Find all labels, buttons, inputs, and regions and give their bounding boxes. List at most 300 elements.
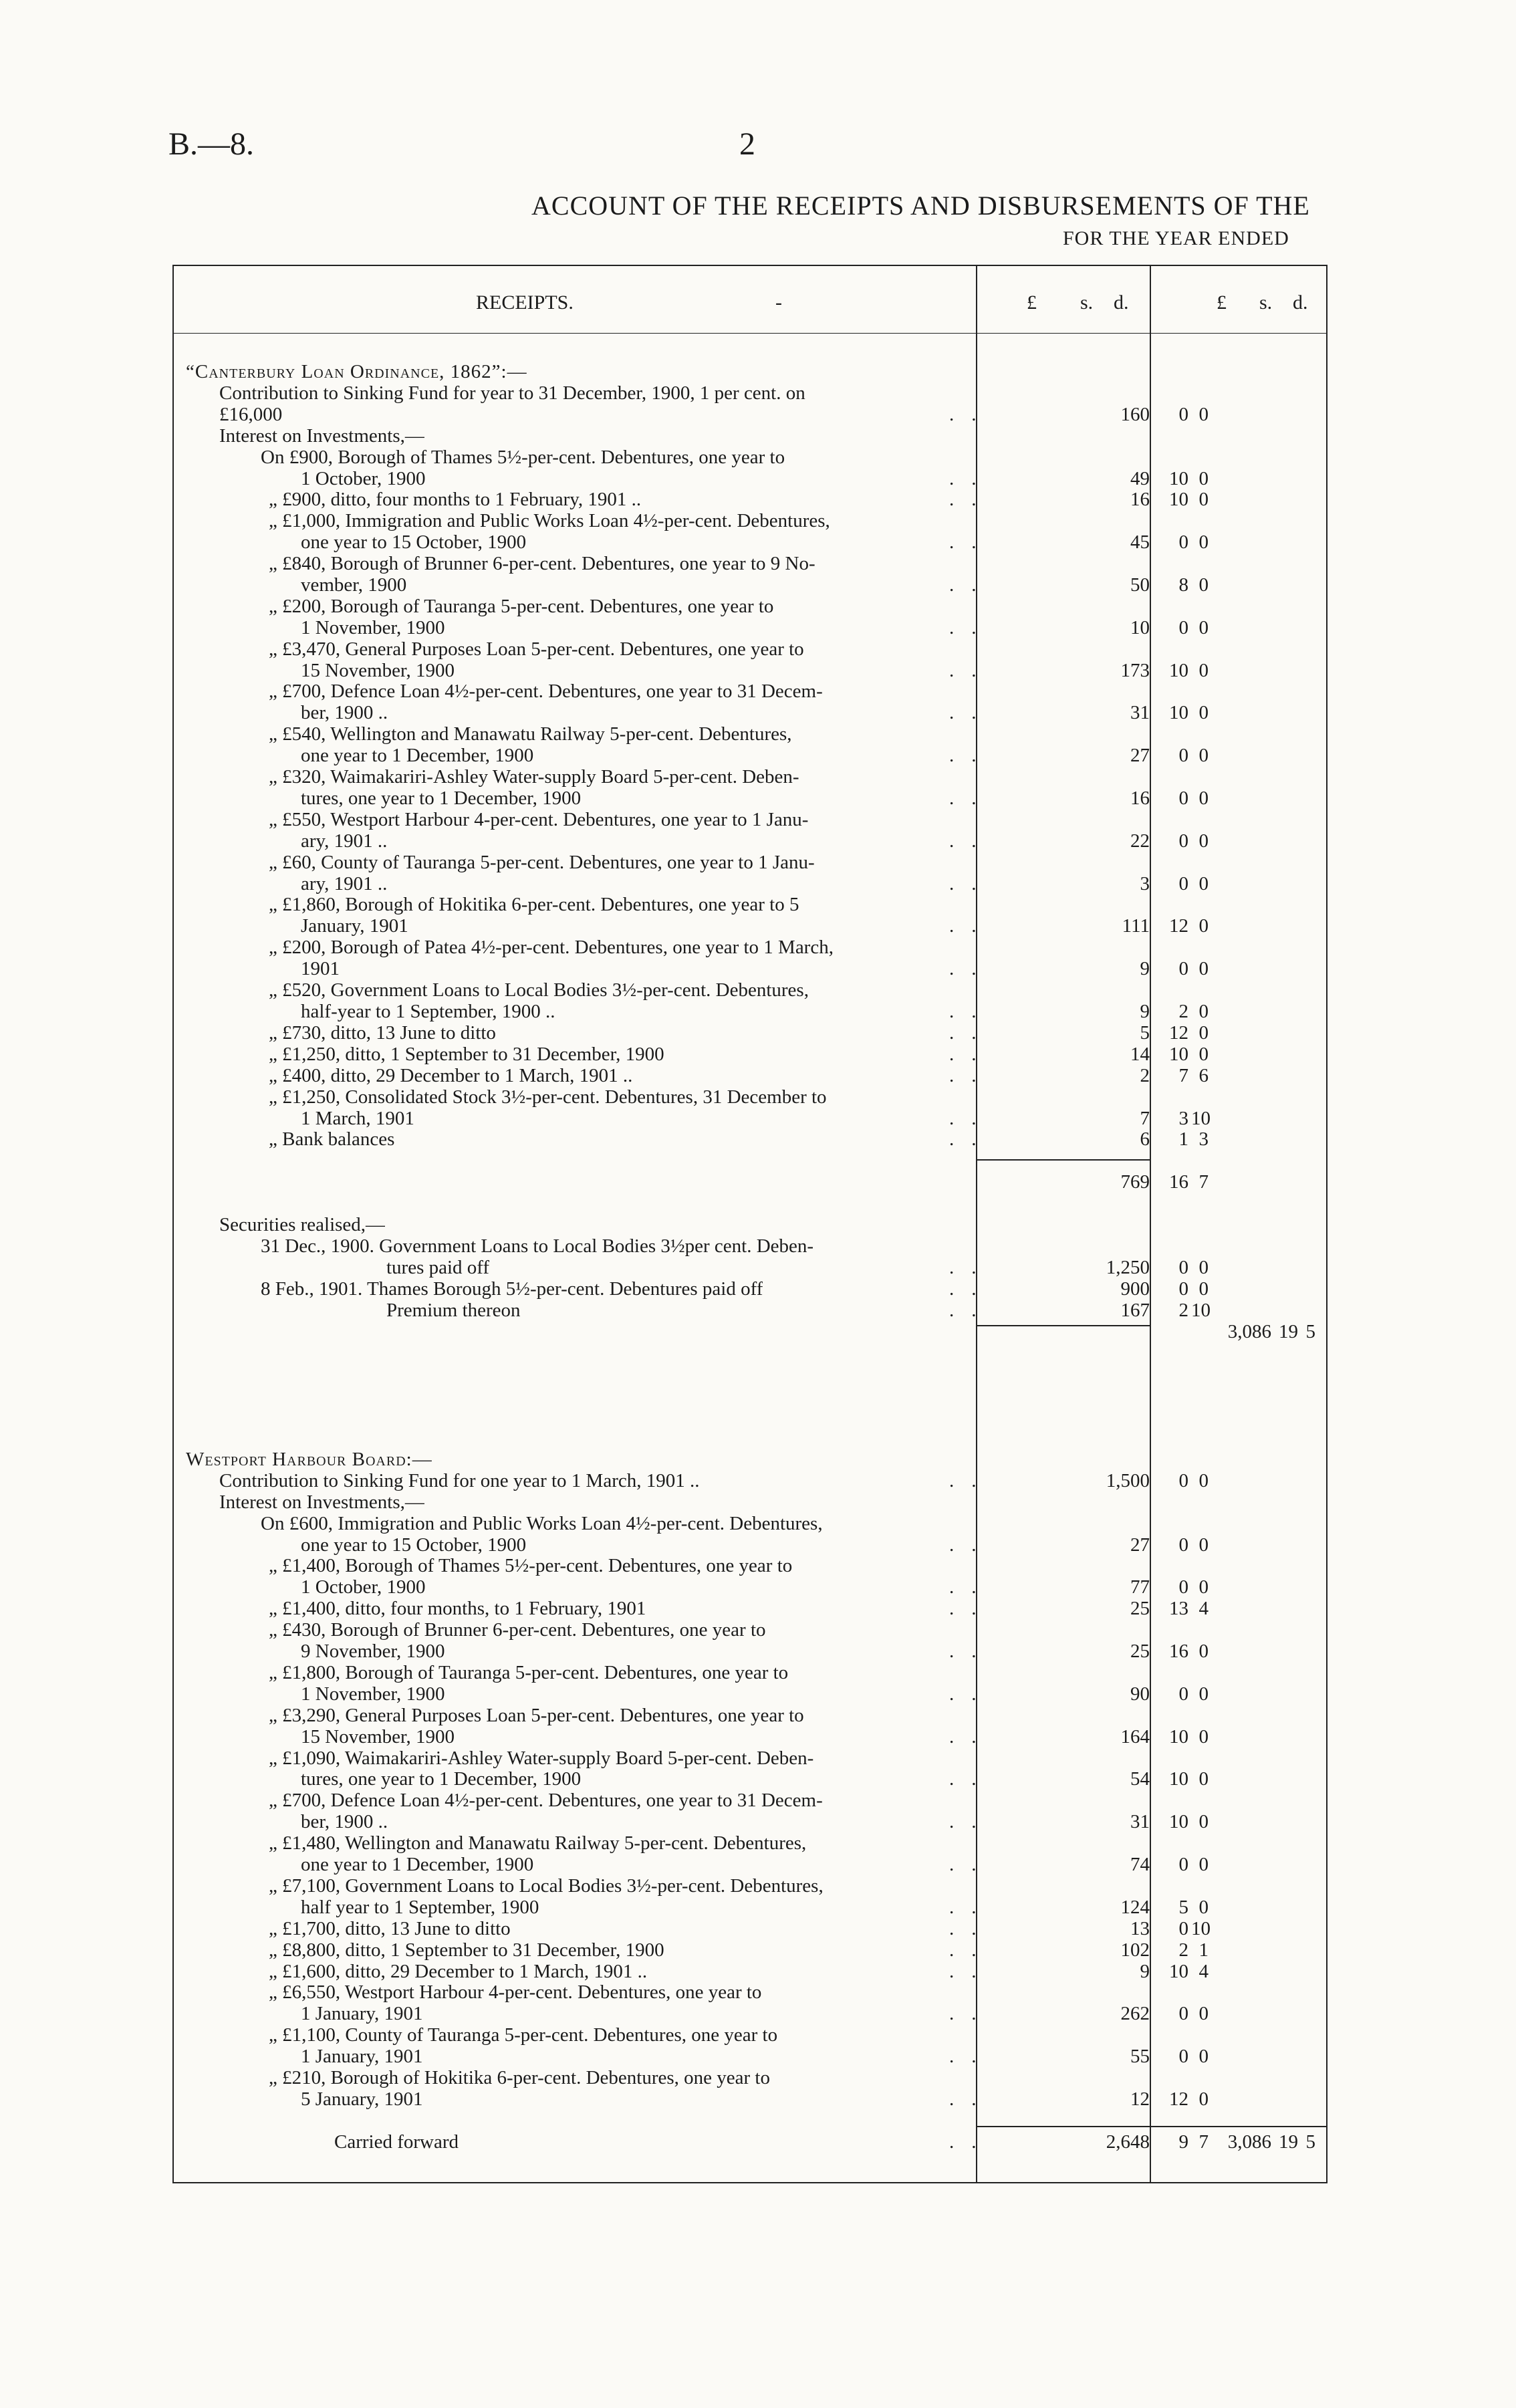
ledger-row [174,531,1326,553]
ledger-row [174,361,1326,382]
c2-pounds: 25 [1130,1598,1150,1619]
c2-pounds: 9 [1140,1001,1150,1022]
c2-pence: 0 [1198,1001,1209,1022]
c2-pence: 3 [1198,1128,1209,1150]
ledger-row [174,1065,1326,1086]
ledger-row [174,745,1326,766]
ledger-row [174,1193,1326,1214]
ledger-row [174,1491,1326,1513]
leader-dots: .. [949,531,994,553]
c2-pounds: 3 [1140,873,1150,894]
c2-shillings: 3 [1178,1108,1188,1129]
row-description: January, 1901 [301,915,408,937]
col3-pence-heading: d. [1293,291,1308,314]
ledger-row [174,447,1326,468]
ledger-row [174,1662,1326,1683]
ledger-row [174,404,1326,425]
subtotal-rule [976,1159,1150,1161]
c2-shillings: 10 [1169,702,1188,723]
row-description: „ £430, Borough of Brunner 6-per-cent. Debentures, one year to [269,1619,766,1641]
row-description: Premium thereon [386,1300,521,1321]
c2-pence: 0 [1198,1641,1209,1662]
ledger-row [174,1044,1326,1065]
ledger-row [174,702,1326,723]
row-description: „ £6,550, Westport Harbour 4-per-cent. Debentures, one year to [269,1981,762,2003]
row-description: „ Bank balances [269,1128,395,1150]
c2-pounds: 27 [1130,745,1150,766]
c2-shillings: 10 [1169,1726,1188,1748]
c2-pounds: 2,648 [1106,2131,1150,2153]
c2-shillings: 0 [1178,745,1188,766]
row-description: „ £1,090, Waimakariri-Ashley Water-supply Board 5-per-cent. Deben- [269,1748,814,1769]
ledger-row [174,1128,1326,1150]
leader-dots: .. [949,2131,994,2153]
c2-pence: 0 [1198,745,1209,766]
ledger-row [174,1470,1326,1491]
row-description: „ £8,800, ditto, 1 September to 31 December, 1900 [269,1939,664,1961]
ledger-row [174,574,1326,596]
c2-pounds: 16 [1130,788,1150,809]
ledger-row [174,788,1326,809]
c2-shillings: 0 [1178,2003,1188,2024]
ledger-row [174,1300,1326,1321]
leader-dots: .. [949,1726,994,1748]
c2-pence: 0 [1198,1257,1209,1278]
row-description: „ £1,700, ditto, 13 June to ditto [269,1918,511,1939]
c2-shillings: 16 [1169,1641,1188,1662]
ledger-row [174,2088,1326,2110]
ledger-row [174,617,1326,638]
row-description: 1 October, 1900 [301,1576,426,1598]
row-description: one year to 1 December, 1900 [301,745,534,766]
ledger-row [174,1832,1326,1854]
c2-pounds: 9 [1140,958,1150,979]
leader-dots: .. [949,788,994,809]
leader-dots: .. [949,574,994,596]
c2-shillings: 12 [1169,2088,1188,2110]
c2-pounds: 262 [1120,2003,1150,2024]
ledger-row [174,1235,1326,1257]
c2-pence: 4 [1198,1598,1209,1619]
ledger-row [174,1981,1326,2003]
leader-dots: .. [949,915,994,937]
ledger-row [174,2003,1326,2024]
row-description: „ £550, Westport Harbour 4-per-cent. Debentures, one year to 1 Janu- [269,809,809,830]
ledger-row [174,1811,1326,1832]
c2-pounds: 124 [1120,1897,1150,1918]
c2-pounds: 9 [1140,1961,1150,1982]
row-description: „ £60, County of Tauranga 5-per-cent. Debentures, one year to 1 Janu- [269,852,815,873]
row-description: „ £700, Defence Loan 4½-per-cent. Debentures, one year to 31 Decem- [269,681,823,702]
row-description: 8 Feb., 1901. Thames Borough 5½-per-cent. Debentures paid off [261,1278,763,1300]
leader-dots: .. [949,958,994,979]
ledger-row [174,1790,1326,1811]
ledger-row [174,425,1326,447]
c2-pounds: 16 [1130,489,1150,510]
row-description: „ £520, Government Loans to Local Bodies 3½-per-cent. Debentures, [269,979,809,1001]
c2-shillings: 12 [1169,915,1188,937]
leader-dots: .. [949,830,994,852]
ledger-row [174,873,1326,894]
c2-pence: 0 [1198,1022,1209,1044]
c2-pence: 0 [1198,1854,1209,1875]
ledger-row [174,1961,1326,1982]
c2-pence: 10 [1191,1918,1211,1939]
leader-dots: .. [949,1854,994,1875]
c2-pounds: 160 [1120,404,1150,425]
c2-pounds: 13 [1130,1918,1150,1939]
leader-dots: .. [949,1641,994,1662]
ledger-row [174,1278,1326,1300]
c2-shillings: 8 [1178,574,1188,596]
row-description: ary, 1901 .. [301,873,388,894]
c2-shillings: 16 [1169,1171,1188,1193]
c2-shillings: 10 [1169,1044,1188,1065]
c3-shillings: 19 [1279,1321,1298,1342]
c2-pounds: 173 [1120,660,1150,681]
ledger-row [174,894,1326,915]
c2-shillings: 10 [1169,468,1188,489]
ledger-row [174,1086,1326,1108]
ledger-row [174,1897,1326,1918]
row-description: „ £1,400, ditto, four months, to 1 February, 1901 [269,1598,646,1619]
ledger-row [174,766,1326,788]
c2-pence: 0 [1198,1897,1209,1918]
ledger-row [174,638,1326,660]
ledger-row [174,1171,1326,1193]
c2-pence: 1 [1198,1939,1209,1961]
ledger-row [174,1449,1326,1470]
ledger-row [174,553,1326,574]
c2-shillings: 0 [1178,531,1188,553]
c2-pounds: 14 [1130,1044,1150,1065]
c2-shillings: 0 [1178,1854,1188,1875]
ledger-row [174,830,1326,852]
row-description: 5 January, 1901 [301,2088,423,2110]
ledger-row [174,1619,1326,1641]
ledger-row [174,1748,1326,1769]
c2-shillings: 2 [1178,1001,1188,1022]
ledger-row [174,915,1326,937]
row-description: On £900, Borough of Thames 5½-per-cent. Debentures, one year to [261,447,785,468]
row-description: half-year to 1 September, 1900 .. [301,1001,555,1022]
leader-dots: .. [949,2088,994,2110]
c2-pence: 0 [1198,1470,1209,1491]
c2-pounds: 164 [1120,1726,1150,1748]
ledger-row [174,958,1326,979]
ledger-row [174,1641,1326,1662]
row-description: „ £1,000, Immigration and Public Works Loan 4½-per-cent. Debentures, [269,510,830,531]
row-description: „ £7,100, Government Loans to Local Bodies 3½-per-cent. Debentures, [269,1875,824,1897]
row-description: Securities realised,— [219,1214,386,1235]
ledger-row [174,2110,1326,2131]
account-title: ACCOUNT OF THE RECEIPTS AND DISBURSEMENTS OF THE [531,191,1310,221]
c2-pence: 0 [1198,660,1209,681]
leader-dots: .. [949,2046,994,2067]
leader-dots: .. [949,1300,994,1321]
ledger-row [174,382,1326,404]
c3-pence: 5 [1305,2131,1315,2153]
c2-shillings: 0 [1178,788,1188,809]
c2-pounds: 25 [1130,1641,1150,1662]
row-description: „ £400, ditto, 29 December to 1 March, 1901 .. [269,1065,633,1086]
col2-shillings-heading: s. [1080,291,1094,314]
row-description: „ £1,250, ditto, 1 September to 31 December, 1900 [269,1044,664,1065]
c2-shillings: 0 [1178,1918,1188,1939]
leader-dots: .. [949,468,994,489]
heading-dash: - [775,291,782,314]
row-description: tures, one year to 1 December, 1900 [301,788,582,809]
receipts-table [172,265,1328,2183]
row-description: „ £200, Borough of Tauranga 5-per-cent. Debentures, one year to [269,596,774,617]
ledger-row [174,979,1326,1001]
row-description: £16,000 [219,404,283,425]
ledger-row [174,1918,1326,1939]
ledger-row [174,852,1326,873]
c2-pounds: 77 [1130,1576,1150,1598]
leader-dots: .. [949,489,994,510]
c2-pounds: 27 [1130,1534,1150,1556]
leader-dots: .. [949,1108,994,1129]
row-description: ber, 1900 .. [301,1811,388,1832]
row-description: Interest on Investments,— [219,1491,424,1513]
c2-pounds: 769 [1120,1171,1150,1193]
carried-forward-rule [976,2126,1328,2127]
ledger-row [174,1022,1326,1044]
row-description: 1 January, 1901 [301,2046,423,2067]
c2-shillings: 2 [1178,1300,1188,1321]
leader-dots: .. [949,404,994,425]
row-description: „ £840, Borough of Brunner 6-per-cent. Debentures, one year to 9 No- [269,553,815,574]
c2-shillings: 0 [1178,958,1188,979]
row-description: ber, 1900 .. [301,702,388,723]
c2-pounds: 2 [1140,1065,1150,1086]
c2-pence: 0 [1198,1811,1209,1832]
leader-dots: .. [949,2003,994,2024]
row-description: half year to 1 September, 1900 [301,1897,539,1918]
row-description: Interest on Investments,— [219,425,424,447]
row-description: „ £730, ditto, 13 June to ditto [269,1022,496,1044]
c2-pounds: 7 [1140,1108,1150,1129]
c2-pence: 0 [1198,2046,1209,2067]
row-description: 1 November, 1900 [301,617,445,638]
c2-pounds: 167 [1120,1300,1150,1321]
row-description: „ £1,480, Wellington and Manawatu Railway 5-per-cent. Debentures, [269,1832,807,1854]
c2-pounds: 111 [1122,915,1150,937]
leader-dots: .. [949,1598,994,1619]
c2-pence: 4 [1198,1961,1209,1982]
leader-dots: .. [949,1278,994,1300]
ledger-row [174,2046,1326,2067]
c2-shillings: 10 [1169,489,1188,510]
c2-pence: 0 [1198,1044,1209,1065]
leader-dots: .. [949,1128,994,1150]
row-description: 1 November, 1900 [301,1683,445,1705]
ledger-row [174,596,1326,617]
c2-shillings: 0 [1178,1683,1188,1705]
row-description: 31 Dec., 1900. Government Loans to Local Bodies 3½per cent. Deben- [261,1235,814,1257]
c2-pounds: 10 [1130,617,1150,638]
c2-shillings: 5 [1178,1897,1188,1918]
c2-pence: 0 [1198,873,1209,894]
ledger-row [174,1363,1326,1384]
c2-pence: 0 [1198,404,1209,425]
col3-shillings-heading: s. [1259,291,1273,314]
c2-pounds: 54 [1130,1768,1150,1790]
c2-pence: 0 [1198,2088,1209,2110]
c2-pence: 10 [1191,1300,1211,1321]
ledger-row [174,681,1326,702]
ledger-row [174,1555,1326,1576]
leader-dots: .. [949,1961,994,1982]
row-description: „ £3,290, General Purposes Loan 5-per-cent. Debentures, one year to [269,1705,804,1726]
ledger-row [174,510,1326,531]
ledger-row [174,1257,1326,1278]
row-description: „ £320, Waimakariri-Ashley Water-supply Board 5-per-cent. Deben- [269,766,799,788]
c2-shillings: 10 [1169,660,1188,681]
row-description: „ £900, ditto, four months to 1 February, 1901 .. [269,489,642,510]
row-description: Westport Harbour Board:— [186,1449,432,1470]
ledger-row [174,1768,1326,1790]
c2-shillings: 0 [1178,1257,1188,1278]
leader-dots: .. [949,702,994,723]
ledger-row [174,1001,1326,1022]
leader-dots: .. [949,1576,994,1598]
row-description: „ £540, Wellington and Manawatu Railway 5-per-cent. Debentures, [269,723,792,745]
ledger-row [174,1939,1326,1961]
row-description: ary, 1901 .. [301,830,388,852]
leader-dots: .. [949,873,994,894]
leader-dots: .. [949,1939,994,1961]
ledger-row [174,937,1326,958]
header-rule [174,333,1326,334]
leader-dots: .. [949,1918,994,1939]
ledger-row [174,1705,1326,1726]
row-description: vember, 1900 [301,574,407,596]
ledger-row [174,1342,1326,1363]
c2-pence: 0 [1198,468,1209,489]
leader-dots: .. [949,1811,994,1832]
c2-pence: 0 [1198,1768,1209,1790]
ledger-row [174,1534,1326,1556]
row-description: Contribution to Sinking Fund for one year to 1 March, 1901 .. [219,1470,700,1491]
ledger-row [174,468,1326,489]
c2-shillings: 0 [1178,1576,1188,1598]
leader-dots: .. [949,1534,994,1556]
c2-pence: 0 [1198,1278,1209,1300]
ledger-row [174,1108,1326,1129]
page-number: 2 [739,126,755,162]
leader-dots: .. [949,1022,994,1044]
c2-shillings: 10 [1169,1961,1188,1982]
ledger-row [174,489,1326,510]
c2-shillings: 10 [1169,1768,1188,1790]
ledger-row [174,2024,1326,2046]
ledger-row [174,809,1326,830]
ledger-row [174,1214,1326,1235]
ledger-row [174,1854,1326,1875]
c2-pence: 0 [1198,617,1209,638]
ledger-row [174,1726,1326,1748]
row-description: Carried forward [334,2131,459,2153]
row-description: 1 March, 1901 [301,1108,414,1129]
c2-pounds: 102 [1120,1939,1150,1961]
c2-pence: 0 [1198,1534,1209,1556]
leader-dots: .. [949,1768,994,1790]
row-description: 1901 [301,958,340,979]
c2-shillings: 13 [1169,1598,1188,1619]
leader-dots: .. [949,1044,994,1065]
c2-shillings: 9 [1178,2131,1188,2153]
row-description: „ £700, Defence Loan 4½-per-cent. Debentures, one year to 31 Decem- [269,1790,823,1811]
c2-pounds: 12 [1130,2088,1150,2110]
row-description: „ £1,400, Borough of Thames 5½-per-cent. Debentures, one year to [269,1555,793,1576]
c2-shillings: 0 [1178,1534,1188,1556]
c2-shillings: 0 [1178,873,1188,894]
c2-pence: 0 [1198,788,1209,809]
c2-shillings: 0 [1178,1470,1188,1491]
leader-dots: .. [949,1065,994,1086]
page-reference: B.—8. [168,126,255,162]
c2-pounds: 90 [1130,1683,1150,1705]
c3-pence: 5 [1305,1321,1315,1342]
row-description: On £600, Immigration and Public Works Loan 4½-per-cent. Debentures, [261,1513,823,1534]
c3-shillings: 19 [1279,2131,1298,2153]
c3-pounds: 3,086 [1227,1321,1271,1342]
c2-pence: 0 [1198,1576,1209,1598]
c2-pence: 6 [1198,1065,1209,1086]
row-description: „ £210, Borough of Hokitika 6-per-cent. Debentures, one year to [269,2067,770,2088]
c2-shillings: 12 [1169,1022,1188,1044]
c2-pounds: 49 [1130,468,1150,489]
row-description: „ £1,600, ditto, 29 December to 1 March, 1901 .. [269,1961,648,1982]
row-description: one year to 15 October, 1900 [301,531,527,553]
row-description: tures paid off [386,1257,490,1278]
ledger-row [174,723,1326,745]
row-description: „ £3,470, General Purposes Loan 5-per-cent. Debentures, one year to [269,638,804,660]
ledger-row [174,1427,1326,1449]
row-description: one year to 1 December, 1900 [301,1854,534,1875]
c2-pence: 0 [1198,830,1209,852]
c2-shillings: 10 [1169,1811,1188,1832]
ledger-row [174,1598,1326,1619]
row-description: 1 October, 1900 [301,468,426,489]
ledger-row [174,1576,1326,1598]
row-description: 9 November, 1900 [301,1641,445,1662]
col3-pounds-heading: £ [1217,291,1227,314]
ledger-row [174,1321,1326,1342]
c2-shillings: 0 [1178,1278,1188,1300]
c3-pounds: 3,086 [1227,2131,1271,2153]
ledger-row [174,1406,1326,1427]
row-description: „ £1,250, Consolidated Stock 3½-per-cent. Debentures, 31 December to [269,1086,827,1108]
c2-shillings: 0 [1178,2046,1188,2067]
leader-dots: .. [949,1001,994,1022]
c2-pence: 0 [1198,489,1209,510]
ledger-row [174,1875,1326,1897]
c2-pence: 0 [1198,531,1209,553]
c2-pounds: 45 [1130,531,1150,553]
c2-pounds: 50 [1130,574,1150,596]
c2-shillings: 2 [1178,1939,1188,1961]
col2-pence-heading: d. [1114,291,1129,314]
leader-dots: .. [949,660,994,681]
row-description: Contribution to Sinking Fund for year to 31 December, 1900, 1 per cent. on [219,382,805,404]
ledger-row [174,2131,1326,2153]
c2-pounds: 31 [1130,1811,1150,1832]
c2-pence: 0 [1198,574,1209,596]
c2-pence: 7 [1198,2131,1209,2153]
